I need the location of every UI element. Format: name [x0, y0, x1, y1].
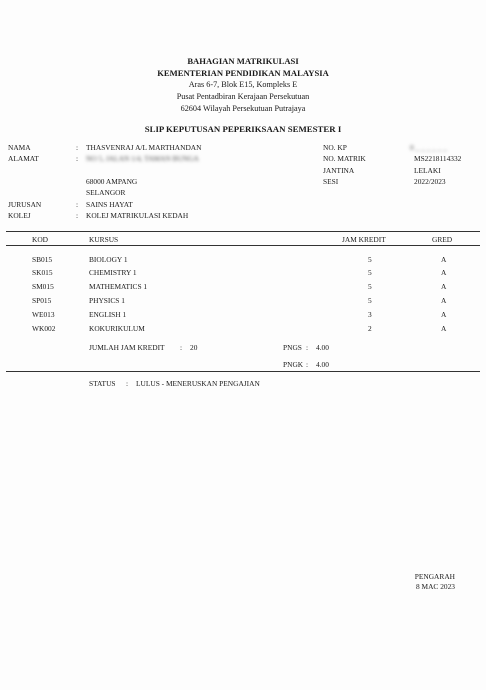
- status-value: LULUS - MENERUSKAN PENGAJIAN: [136, 379, 260, 388]
- nokp-label: NO. KP: [323, 143, 347, 152]
- signature-date: 8 MAC 2023: [415, 582, 455, 591]
- signatory-role: PENGARAH: [414, 572, 455, 581]
- col-header-jam-kredit: JAM KREDIT: [342, 235, 386, 244]
- pngs-label: PNGS: [283, 343, 302, 352]
- nomatrik-label: NO. MATRIK: [323, 154, 366, 163]
- row-gred: A: [441, 324, 447, 333]
- nama-colon: :: [76, 143, 79, 152]
- kolej-value: KOLEJ MATRIKULASI KEDAH: [86, 211, 189, 220]
- jantina-value: LELAKI: [414, 166, 441, 175]
- row-gred: A: [441, 296, 447, 305]
- row-gred: A: [441, 282, 447, 291]
- row-kursus: MATHEMATICS 1: [89, 282, 148, 291]
- sesi-value: 2022/2023: [414, 177, 446, 186]
- nama-value: THASVENRAJ A/L MARTHANDAN: [86, 143, 202, 152]
- row-kredit: 5: [368, 255, 372, 264]
- pngk-label: PNGK: [283, 360, 304, 369]
- page-title: SLIP KEPUTUSAN PEPERIKSAAN SEMESTER I: [144, 124, 342, 134]
- row-kursus: KOKURIKULUM: [89, 324, 145, 333]
- kolej-label: KOLEJ: [8, 211, 31, 220]
- row-kursus: BIOLOGY 1: [89, 255, 128, 264]
- row-kredit: 5: [368, 282, 372, 291]
- row-kod: SP015: [32, 296, 52, 305]
- jumlah-jam-kredit-value: 20: [190, 343, 198, 352]
- status-colon: :: [126, 379, 129, 388]
- row-kursus: CHEMISTRY 1: [89, 268, 137, 277]
- header-line-1: BAHAGIAN MATRIKULASI: [187, 56, 299, 66]
- nomatrik-value: MS2218114332: [414, 154, 462, 163]
- row-kredit: 5: [368, 268, 372, 277]
- table-top-rule: [6, 231, 480, 232]
- col-header-kod: KOD: [32, 235, 49, 244]
- row-kredit: 2: [368, 324, 372, 333]
- status-label: STATUS: [89, 379, 116, 388]
- row-kod: SM015: [32, 282, 54, 291]
- kolej-colon: :: [76, 211, 79, 220]
- table-header-rule: [6, 245, 480, 246]
- alamat-line-3: SELANGOR: [86, 188, 126, 197]
- row-kursus: PHYSICS 1: [89, 296, 125, 305]
- jurusan-value: SAINS HAYAT: [86, 200, 133, 209]
- row-kursus: ENGLISH 1: [89, 310, 127, 319]
- row-gred: A: [441, 255, 447, 264]
- pngs-value: 4.00: [316, 343, 329, 352]
- jurusan-colon: :: [76, 200, 79, 209]
- pngk-colon: :: [306, 360, 309, 369]
- sesi-label: SESI: [323, 177, 339, 186]
- row-kod: SB015: [32, 255, 53, 264]
- row-gred: A: [441, 310, 447, 319]
- jumlah-colon: :: [180, 343, 183, 352]
- col-header-kursus: KURSUS: [89, 235, 119, 244]
- header-line-4: Pusat Pentadbiran Kerajaan Persekutuan: [176, 92, 310, 101]
- alamat-line-1: NO 5, JALAN 1/4, TAMAN BUNGA: [86, 154, 199, 163]
- nama-label: NAMA: [8, 143, 31, 152]
- alamat-line-2: 68000 AMPANG: [86, 177, 138, 186]
- header-line-2: KEMENTERIAN PENDIDIKAN MALAYSIA: [157, 68, 329, 78]
- jurusan-label: JURUSAN: [8, 200, 42, 209]
- row-kod: SK015: [32, 268, 53, 277]
- table-bottom-rule: [6, 371, 480, 372]
- jantina-label: JANTINA: [323, 166, 355, 175]
- pngs-colon: :: [306, 343, 309, 352]
- header-line-3: Aras 6-7, Blok E15, Kompleks E: [188, 80, 298, 89]
- pngk-value: 4.00: [316, 360, 329, 369]
- col-header-gred: GRED: [432, 235, 453, 244]
- row-kod: WK002: [32, 324, 56, 333]
- alamat-colon: :: [76, 154, 79, 163]
- jumlah-jam-kredit-label: JUMLAH JAM KREDIT: [89, 343, 165, 352]
- row-kod: WE013: [32, 310, 55, 319]
- row-gred: A: [441, 268, 447, 277]
- alamat-label: ALAMAT: [8, 154, 39, 163]
- row-kredit: 5: [368, 296, 372, 305]
- row-kredit: 3: [368, 310, 372, 319]
- nokp-value: 0 _ _ _ _ _ _: [410, 143, 447, 152]
- header-line-5: 62604 Wilayah Persekutuan Putrajaya: [180, 104, 306, 113]
